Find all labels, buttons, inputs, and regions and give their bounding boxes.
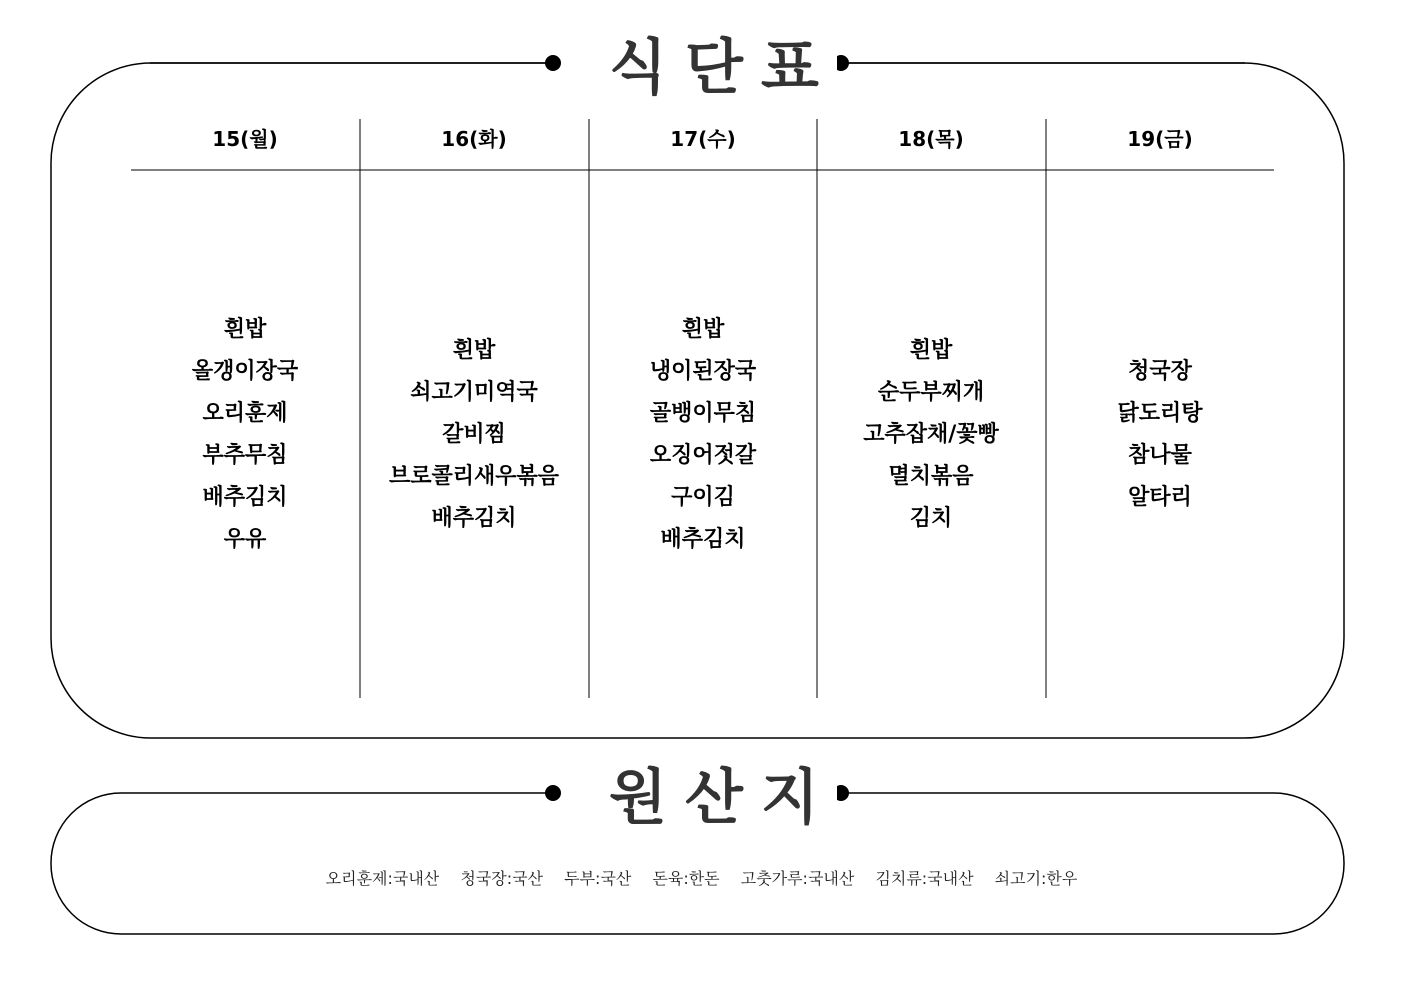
day-menu-thu bbox=[817, 172, 1045, 698]
menu-item: 배추김치 bbox=[431, 506, 517, 531]
day-menu-tue bbox=[360, 172, 588, 698]
day-menu-fri bbox=[1046, 172, 1274, 698]
origin-entry: 고춧가루:국내산 bbox=[740, 869, 855, 888]
menu-item: 고추잡채/꽃빵 bbox=[863, 422, 999, 447]
menu-item: 갈비찜 bbox=[442, 422, 506, 447]
menu-item: 흰밥 bbox=[223, 317, 267, 342]
menu-item: 김치 bbox=[909, 506, 953, 531]
menu-item: 순두부찌개 bbox=[877, 380, 985, 405]
menu-item: 흰밥 bbox=[452, 338, 496, 363]
menu-item: 오징어젓갈 bbox=[649, 443, 757, 468]
origin-entry: 김치류:국내산 bbox=[875, 869, 974, 888]
origin-title: 원산지 bbox=[591, 768, 837, 828]
day-menu-mon bbox=[131, 172, 359, 698]
menu-item: 구이김 bbox=[671, 485, 735, 510]
day-header-fri: 19(금) bbox=[1127, 127, 1193, 151]
origin-list bbox=[130, 866, 1273, 892]
menu-item: 올갱이장국 bbox=[191, 359, 299, 384]
menu-item: 흰밥 bbox=[909, 338, 953, 363]
menu-title-dot-left bbox=[545, 55, 561, 71]
origin-entry: 돈육:한돈 bbox=[652, 869, 720, 888]
menu-item: 우유 bbox=[223, 527, 267, 552]
menu-item: 브로콜리새우볶음 bbox=[388, 464, 560, 489]
menu-item: 닭도리탕 bbox=[1117, 401, 1203, 426]
menu-item: 멸치볶음 bbox=[888, 464, 974, 489]
origin-title-dot-left bbox=[545, 785, 561, 801]
menu-title: 식단표 bbox=[591, 38, 837, 98]
menu-item: 골뱅이무침 bbox=[649, 401, 757, 426]
menu-item: 배추김치 bbox=[660, 527, 746, 552]
menu-item: 흰밥 bbox=[681, 317, 725, 342]
origin-entry: 두부:국산 bbox=[564, 869, 632, 888]
menu-item: 배추김치 bbox=[202, 485, 288, 510]
day-header-wed: 17(수) bbox=[670, 127, 736, 151]
day-menu-wed bbox=[589, 172, 817, 698]
menu-item: 알타리 bbox=[1128, 485, 1192, 510]
menu-item: 청국장 bbox=[1128, 359, 1192, 384]
menu-item: 쇠고기미역국 bbox=[410, 380, 538, 405]
menu-item: 냉이된장국 bbox=[649, 359, 757, 384]
menu-item: 참나물 bbox=[1128, 443, 1192, 468]
origin-entry: 오리훈제:국내산 bbox=[325, 869, 440, 888]
origin-entry: 쇠고기:한우 bbox=[994, 869, 1078, 888]
origin-entry: 청국장:국산 bbox=[460, 869, 544, 888]
menu-item: 오리훈제 bbox=[202, 401, 288, 426]
day-header-thu: 18(목) bbox=[898, 127, 964, 151]
menu-item: 부추무침 bbox=[202, 443, 288, 468]
day-header-mon: 15(월) bbox=[212, 127, 278, 151]
day-header-tue: 16(화) bbox=[441, 127, 507, 151]
